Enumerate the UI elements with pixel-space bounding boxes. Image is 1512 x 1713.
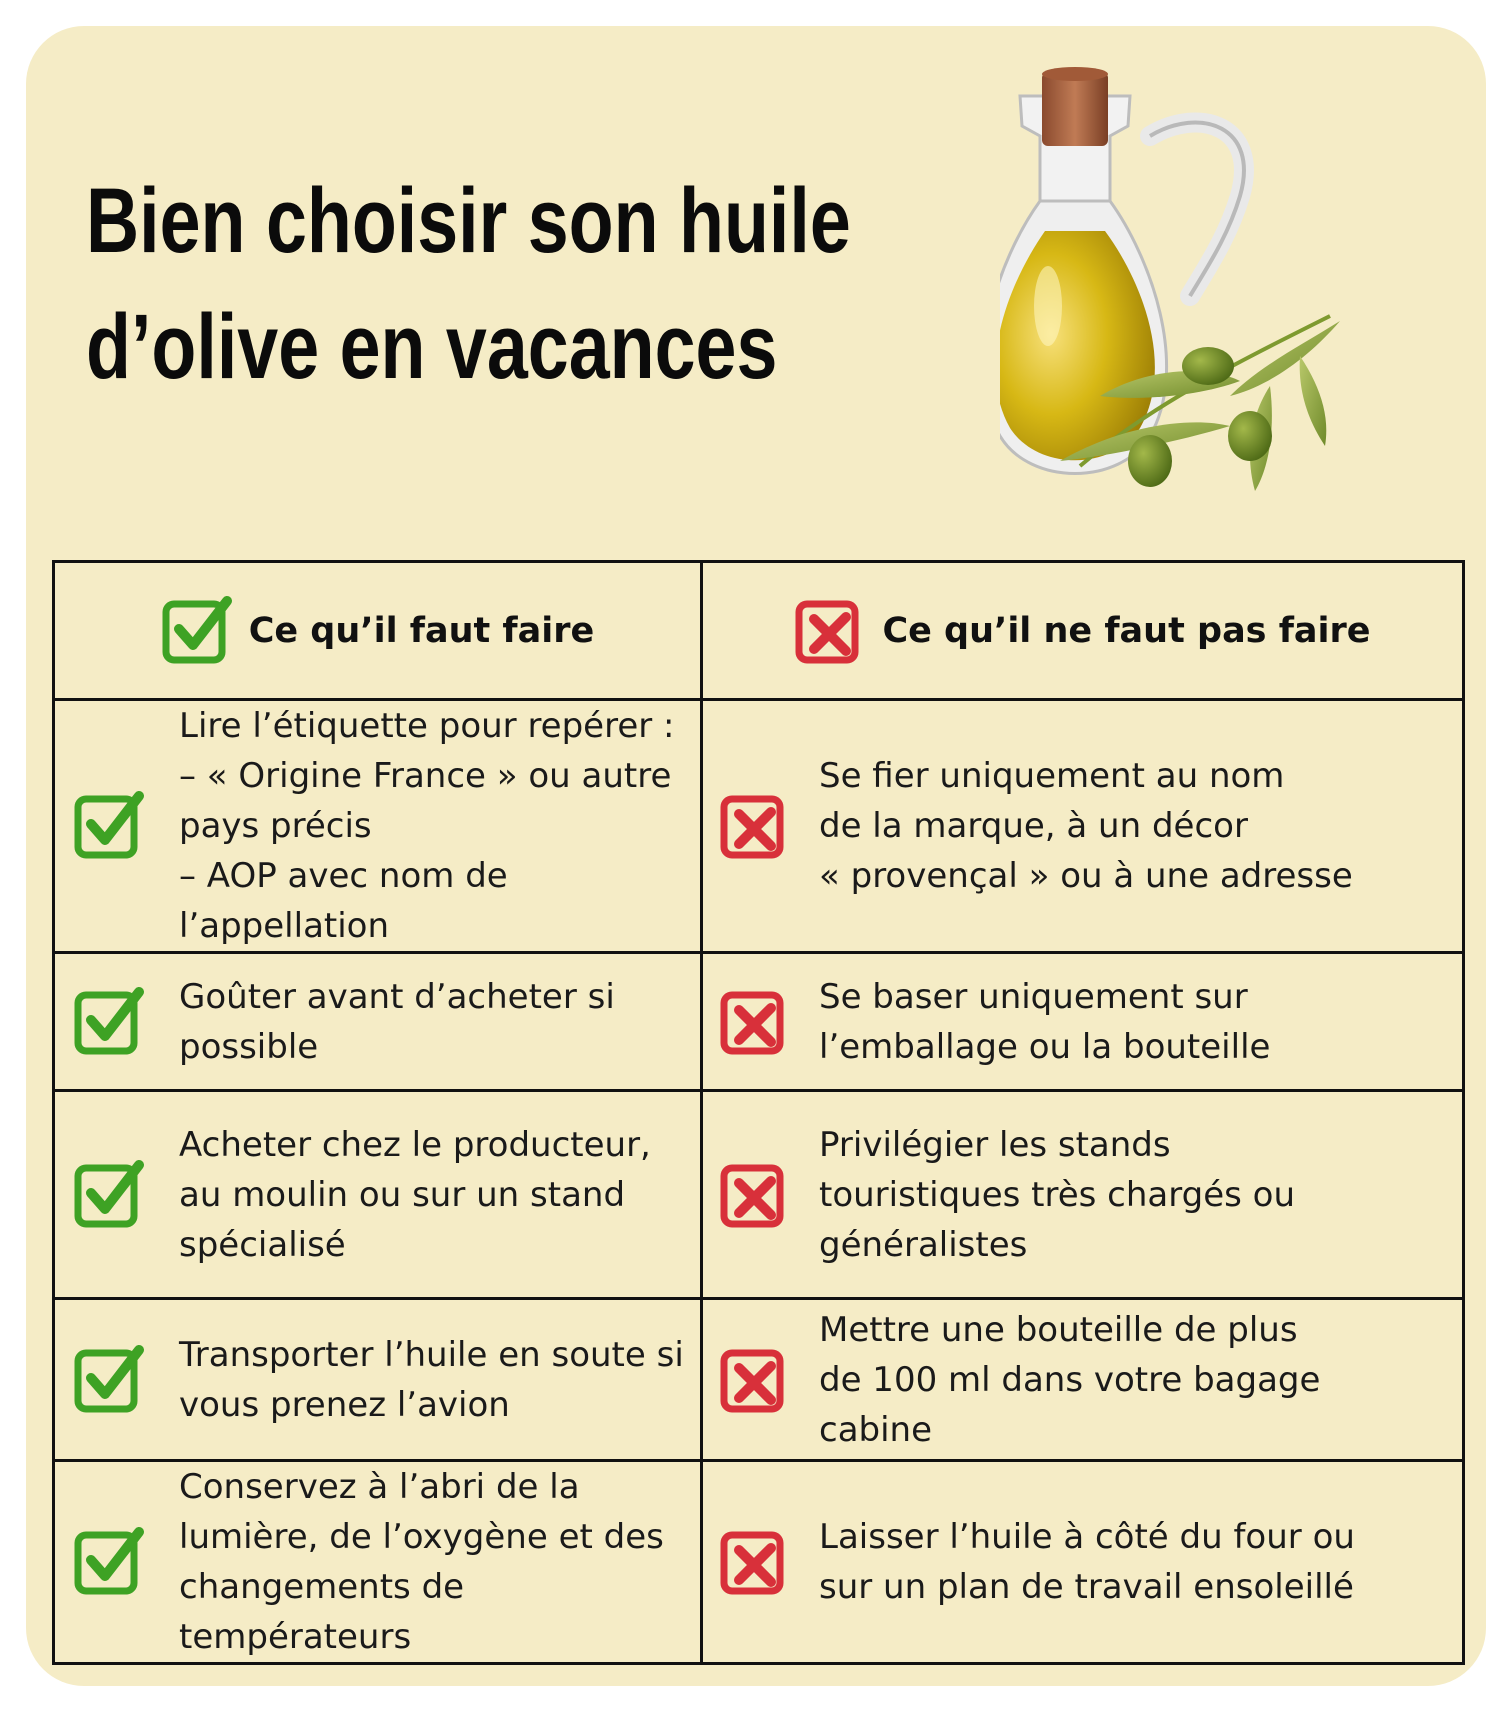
do-text: Conservez à l’abri de la lumière, de l’oxygène et des changements de températeurs <box>179 1467 664 1657</box>
green-check-box-icon <box>73 1526 145 1598</box>
header-dont <box>702 562 1464 700</box>
dont-text: Privilégier les stands touristiques très chargés ou généralistes <box>819 1124 1295 1265</box>
header-row <box>54 562 1464 700</box>
green-check-box-icon <box>161 595 233 667</box>
table-row <box>54 1299 1464 1461</box>
do-text: Lire l’étiquette pour repérer : – « Origine France » ou autre pays précis – AOP avec nom de l’appellation <box>179 706 675 946</box>
green-check-box-icon <box>73 986 145 1058</box>
dont-cell <box>703 1300 1462 1459</box>
do-text: Goûter avant d’acheter si possible <box>179 976 615 1067</box>
dont-cell <box>703 1092 1462 1297</box>
do-text: Acheter chez le producteur, au moulin ou sur un stand spécialisé <box>179 1124 651 1265</box>
dont-text: Mettre une bouteille de plus de 100 ml dans votre bagage cabine <box>819 1309 1321 1450</box>
header-do-label: Ce qu’il faut faire <box>248 610 595 651</box>
do-cell <box>55 954 700 1089</box>
table-row <box>54 1461 1464 1664</box>
table-row <box>54 1091 1464 1299</box>
header-dont-label: Ce qu’il ne faut pas faire <box>882 610 1371 651</box>
do-cell <box>55 1300 700 1459</box>
red-cross-box-icon <box>794 595 866 667</box>
olive-oil-jug-icon <box>1000 66 1420 546</box>
red-cross-box-icon <box>719 1159 791 1231</box>
dont-cell <box>703 954 1462 1089</box>
page-title <box>86 158 851 410</box>
do-cell <box>55 1462 700 1662</box>
table-row <box>54 953 1464 1091</box>
do-dont-table <box>52 560 1465 1665</box>
dont-text: Se baser uniquement sur l’emballage ou la bouteille <box>819 976 1271 1067</box>
do-text: Transporter l’huile en soute si vous prenez l’avion <box>179 1334 684 1425</box>
do-cell <box>55 701 700 951</box>
red-cross-box-icon <box>719 1526 791 1598</box>
green-check-box-icon <box>73 1159 145 1231</box>
title-line-2: d’olive en vacances <box>86 296 778 398</box>
red-cross-box-icon <box>719 790 791 862</box>
dont-text: Laisser l’huile à côté du four ou sur un plan de travail ensoleillé <box>819 1517 1355 1607</box>
green-check-box-icon <box>73 790 145 862</box>
dont-cell <box>703 701 1462 951</box>
title-line-1: Bien choisir son huile <box>86 170 851 272</box>
table-row <box>54 700 1464 953</box>
dont-cell <box>703 1462 1462 1662</box>
dont-text: Se fier uniquement au nom de la marque, à un décor « provençal » ou à une adresse <box>819 756 1353 896</box>
red-cross-box-icon <box>719 1344 791 1416</box>
do-cell <box>55 1092 700 1297</box>
header-do <box>54 562 702 700</box>
red-cross-box-icon <box>719 986 791 1058</box>
green-check-box-icon <box>73 1344 145 1416</box>
